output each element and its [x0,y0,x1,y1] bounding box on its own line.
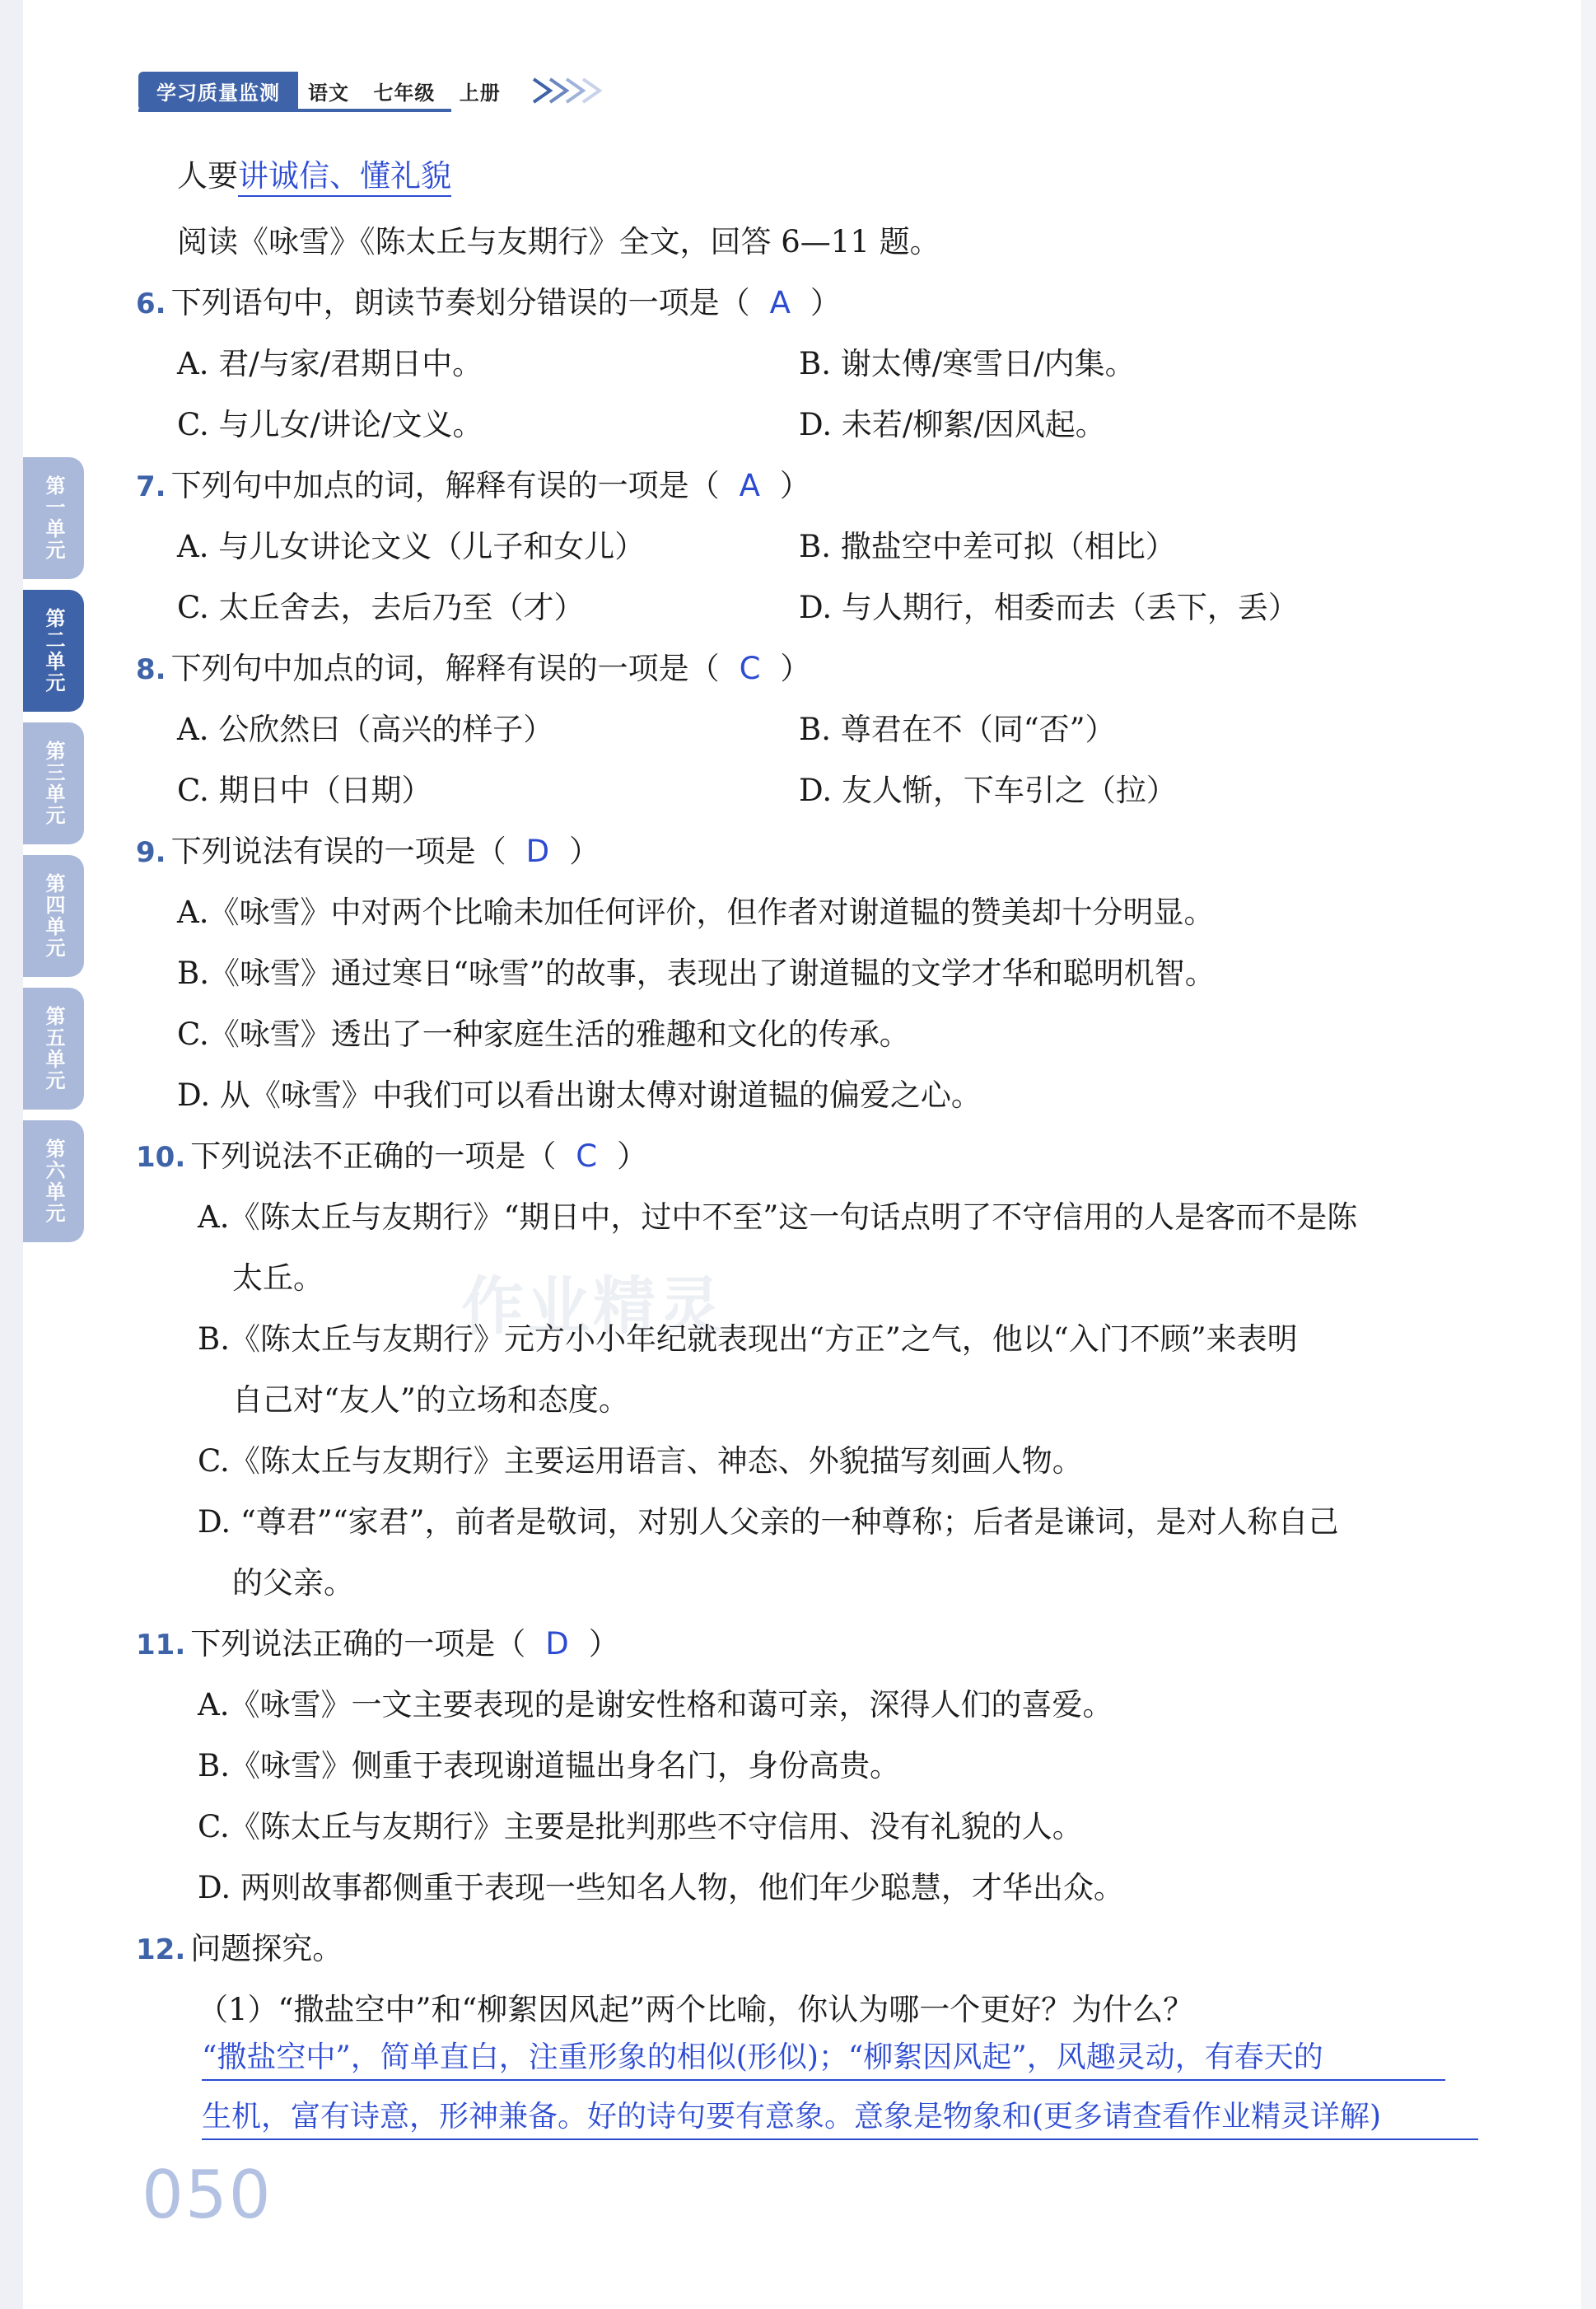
page-number: 050 [142,2157,273,2233]
q10-answer: C [576,1138,598,1174]
q10-option-b-line1: B.《陈太丘与友期行》元方小小年纪就表现出“方正”之气，他以“入门不顾”来表明 [198,1321,1298,1357]
q11-option-d: D. 两则故事都侧重于表现一些知名人物，他们年少聪慧，才华出众。 [198,1870,1124,1905]
tab-unit-4[interactable]: 第四单元 [23,855,84,977]
tab-unit-2[interactable]: 第二单元 [23,590,84,712]
q11-answer: D [545,1626,569,1662]
q11-stem: 11. 下列说法正确的一项是（ D ） [136,1626,619,1662]
q12-answer-rule-2 [202,2138,1478,2140]
q7-option-d: D. 与人期行，相委而去（丢下，丢） [799,590,1299,625]
q9-option-c: C.《咏雪》透出了一种家庭生活的雅趣和文化的传承。 [177,1017,910,1052]
q10-option-a-line1: A.《陈太丘与友期行》“期日中，过中不至”这一句话点明了不守信用的人是客而不是陈 [198,1199,1358,1235]
q12-stem: 12. 问题探究。 [136,1931,343,1966]
tab-unit-3[interactable]: 第三单元 [23,722,84,844]
intro-prefix: 人要 [177,158,238,194]
header-arrows-icon [525,74,624,107]
q8-option-a: A. 公欣然曰（高兴的样子） [177,712,554,747]
q10-option-a-line2: 太丘。 [232,1260,324,1296]
q12-answer-line2: 生机，富有诗意，形神兼备。好的诗句要有意象。意象是物象和(更多请查看作业精灵详解) [202,2100,1382,2134]
q9-option-b: B.《咏雪》通过寒日“咏雪”的故事，表现出了谢道韫的文学才华和聪明机智。 [177,956,1216,991]
q9-stem: 9. 下列说法有误的一项是（ D ） [136,834,600,869]
q8-answer: C [739,651,761,686]
q7-number: 7. [136,470,166,503]
q6-option-d: D. 未若/柳絮/因风起。 [799,407,1106,442]
reading-instruction: 阅读《咏雪》《陈太丘与友期行》全文，回答 6—11 题。 [177,224,940,259]
q9-option-d: D. 从《咏雪》中我们可以看出谢太傅对谢道韫的偏爱之心。 [177,1077,982,1113]
q12-answer-rule-1 [202,2079,1445,2081]
tab-unit-6[interactable]: 第六单元 [23,1120,84,1242]
q6-stem: 6. 下列语句中，朗读节奏划分错误的一项是（ A ） [136,285,841,320]
q10-option-d-line1: D. “尊君”“家君”，前者是敬词，对别人父亲的一种尊称；后者是谦词，是对人称自己 [198,1504,1339,1540]
q7-option-a: A. 与儿女讲论文义（儿子和女儿） [177,529,646,564]
tab-unit-5[interactable]: 第五单元 [23,988,84,1110]
header-grade: 七年级 [373,81,436,105]
q9-number: 9. [136,836,166,869]
q10-option-d-line2: 的父亲。 [232,1565,354,1601]
header-volume: 上册 [459,81,501,105]
q8-option-b: B. 尊君在不（同“否”） [799,712,1116,747]
q6-option-a: A. 君/与家/君期日中。 [177,346,483,381]
q6-answer: A [769,285,791,320]
q7-answer: A [739,468,760,503]
q7-option-c: C. 太丘舍去，去后乃至（才） [177,590,585,625]
q10-option-c: C.《陈太丘与友期行》主要运用语言、神态、外貌描写刻画人物。 [198,1443,1083,1479]
page-edge-right [1581,0,1596,2309]
header-info [308,77,517,105]
page-header [138,69,624,112]
q7-option-b: B. 撒盐空中差可拟（相比） [799,529,1176,564]
q8-option-c: C. 期日中（日期） [177,773,432,808]
header-subject: 语文 [308,81,349,105]
q12-sub1: （1）“撒盐空中”和“柳絮因风起”两个比喻，你认为哪一个更好？为什么？ [198,1992,1194,2027]
unit-tabs [23,457,84,1253]
q11-number: 11. [136,1629,186,1662]
intro-line [177,157,451,196]
intro-answer: 讲诚信、懂礼貌 [238,158,451,197]
q10-stem: 10. 下列说法不正确的一项是（ C ） [136,1138,648,1174]
q6-option-b: B. 谢太傅/寒雪日/内集。 [799,346,1136,381]
q8-option-d: D. 友人惭，下车引之（拉） [799,773,1177,808]
q11-option-b: B.《咏雪》侧重于表现谢道韫出身名门，身份高贵。 [198,1748,900,1783]
q12-number: 12. [136,1933,186,1966]
page-edge-left [0,0,23,2309]
header-badge: 学习质量监测 [138,72,298,110]
q8-stem: 8. 下列句中加点的词，解释有误的一项是（ C ） [136,651,811,686]
q11-option-a: A.《咏雪》一文主要表现的是谢安性格和蔼可亲，深得人们的喜爱。 [198,1687,1113,1722]
q10-number: 10. [136,1141,186,1174]
q8-number: 8. [136,653,166,686]
q11-option-c: C.《陈太丘与友期行》主要是批判那些不守信用、没有礼貌的人。 [198,1809,1083,1844]
q9-answer: D [525,834,550,869]
q6-option-c: C. 与儿女/讲论/文义。 [177,407,483,442]
watermark: 作业精灵 [461,1269,725,1343]
q9-option-a: A.《咏雪》中对两个比喻未加任何评价，但作者对谢道韫的赞美却十分明显。 [177,895,1215,930]
q7-stem: 7. 下列句中加点的词，解释有误的一项是（ A ） [136,468,810,503]
header-underline [138,109,451,112]
q6-number: 6. [136,287,166,320]
tab-unit-1[interactable]: 第一单元 [23,457,84,579]
q10-option-b-line2: 自己对“友人”的立场和态度。 [232,1382,629,1418]
q12-answer-line1: “撒盐空中”，简单直白，注重形象的相似(形似)；“柳絮因风起”，风趣灵动，有春天的 [202,2040,1323,2074]
